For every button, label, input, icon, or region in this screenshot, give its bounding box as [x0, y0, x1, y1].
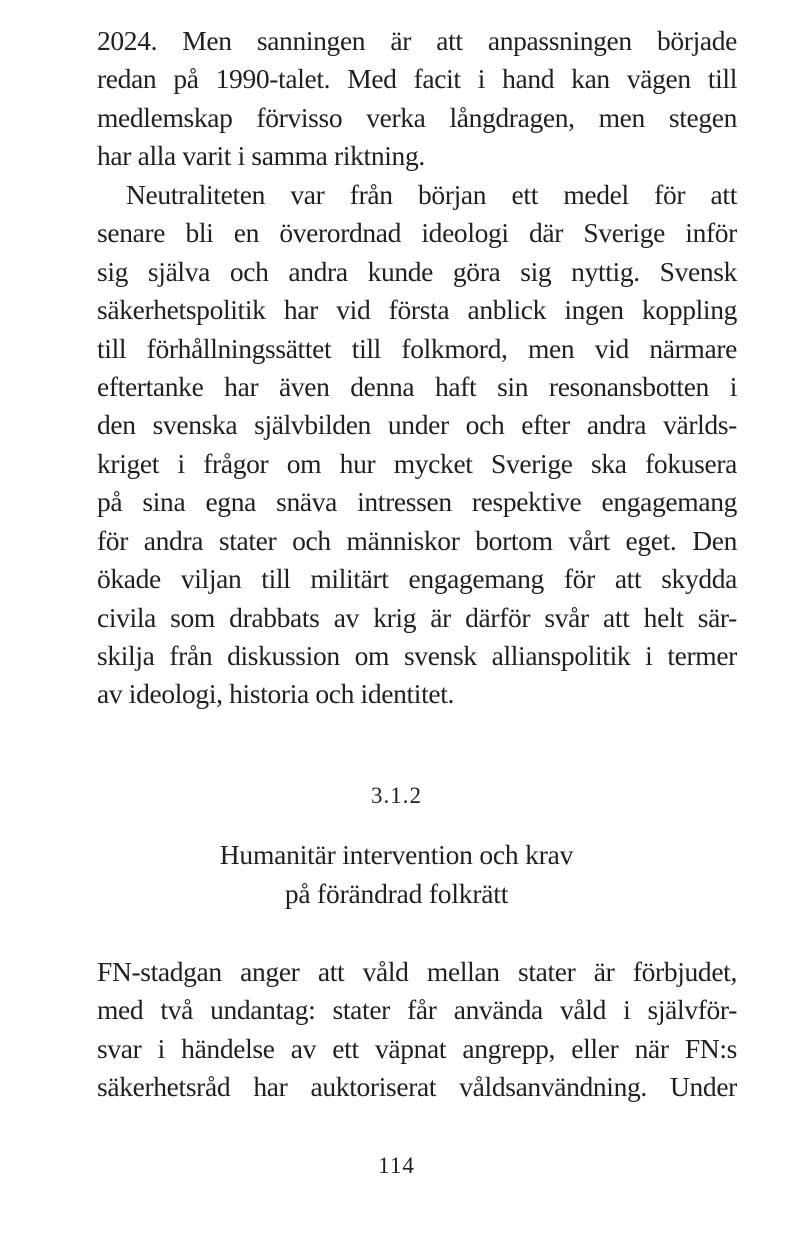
text-line: sig själva och andra kunde göra sig nyttig. Svensk [97, 255, 737, 287]
page-number: 114 [378, 1153, 415, 1178]
body-text-section-2 [97, 953, 737, 1107]
section-title [0, 836, 793, 913]
text-line: senare bli en överordnad ideologi där Sverige inför [97, 217, 737, 249]
section-title-line: Humanitär intervention och krav [219, 839, 574, 870]
text-line: för andra stater och människor bortom vårt eget. Den [97, 524, 737, 556]
text-line: medlemskap förvisso verka långdragen, men stegen [97, 101, 737, 133]
body-text-section-1 [97, 22, 737, 714]
text-line: kriget i frågor om hur mycket Sverige ska fokusera [97, 447, 737, 479]
paragraph-continuation [97, 22, 737, 176]
text-line: svar i händelse av ett väpnat angrepp, eller när FN:s [97, 1032, 737, 1064]
section-title-line: på förändrad folkrätt [284, 877, 509, 909]
text-line: eftertanke har även denna haft sin resonansbotten i [97, 370, 737, 402]
text-line: civila som drabbats av krig är därför svår att helt sär- [97, 601, 737, 633]
text-line: skilja från diskussion om svensk allianspolitik i termer [97, 640, 737, 671]
text-line: säkerhetsråd har auktoriserat våldsanvändning. Under [97, 1071, 737, 1103]
text-line: med två undantag: stater får använda våld i självför- [97, 994, 737, 1026]
text-line: har alla varit i samma riktning. [97, 140, 425, 172]
text-line: 2024. Men sanningen är att anpassningen började [97, 25, 737, 56]
text-line: på sina egna snäva intressen respektive engagemang [97, 486, 737, 518]
text-line: ökade viljan till militärt engagemang för att skydda [97, 563, 737, 595]
text-line: Neutraliteten var från början ett medel för att [126, 178, 737, 210]
text-line: den svenska självbilden under och efter andra världs- [97, 409, 737, 441]
text-line: FN-stadgan anger att våld mellan stater är förbjudet, [97, 956, 737, 987]
section-number: 3.1.2 [371, 783, 422, 808]
text-line: redan på 1990-talet. Med facit i hand kan vägen till [97, 63, 737, 95]
text-line: säkerhetspolitik har vid första anblick ingen koppling [97, 294, 737, 326]
text-line: av ideologi, historia och identitet. [97, 678, 455, 710]
paragraph-neutrality [97, 176, 737, 714]
text-line: till förhållningssättet till folkmord, men vid närmare [97, 332, 737, 364]
paragraph-un-charter [97, 953, 737, 1107]
